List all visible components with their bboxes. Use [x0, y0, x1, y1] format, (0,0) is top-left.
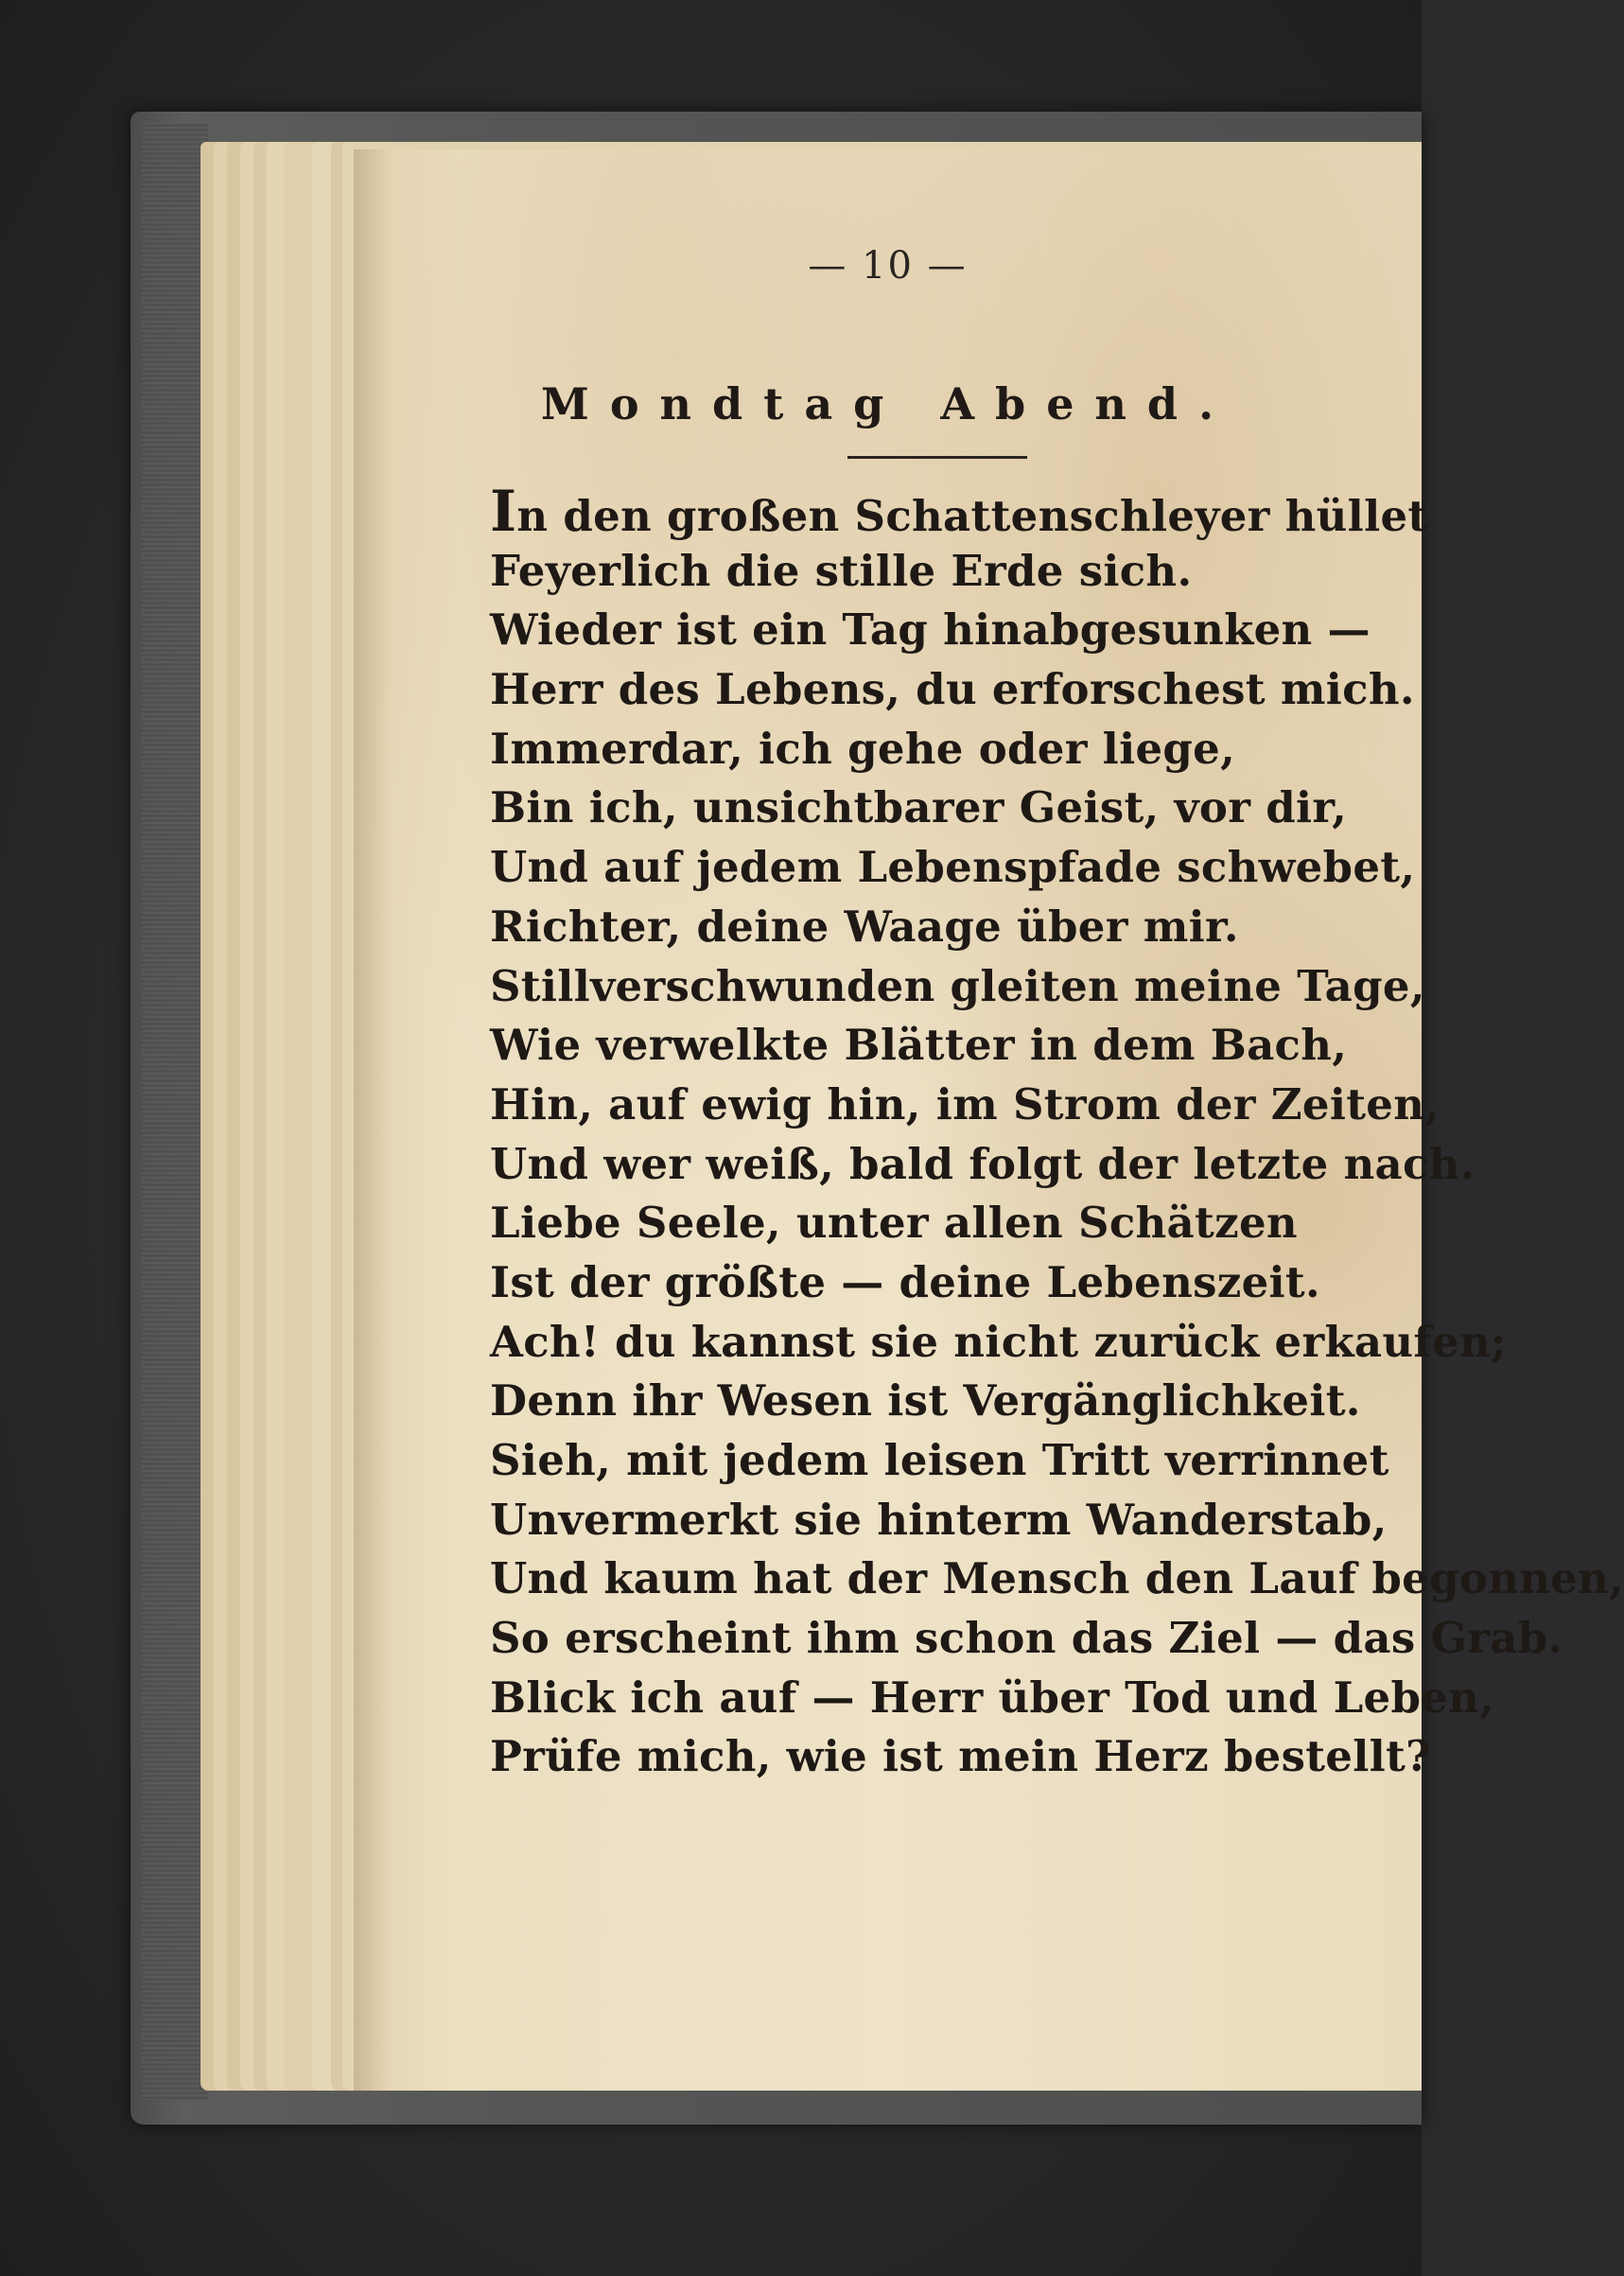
poem-line: Sieh, mit jedem leisen Tritt verrinnet — [490, 1435, 1389, 1485]
poem-line: Wieder ist ein Tag hinabgesunken — — [490, 604, 1371, 656]
poem-text — [490, 479, 1624, 1787]
poem-line: Unvermerkt sie hinterm Wanderstab, — [490, 1494, 1388, 1545]
cover-spine-texture — [142, 123, 208, 2100]
poem-line: Prüfe mich, wie ist mein Herz bestellt? — [490, 1731, 1431, 1782]
poem-line: Bin ich, unsichtbarer Geist, vor dir, — [490, 782, 1348, 833]
poem-line: Und auf jedem Lebenspfade schwebet, — [490, 842, 1416, 893]
gutter-shadow — [354, 149, 392, 2091]
poem-line: Liebe Seele, unter allen Schätzen — [490, 1198, 1298, 1249]
poem-line: Und wer weiß, bald folgt der letzte nach. — [490, 1138, 1476, 1189]
poem-line: Ach! du kannst sie nicht zurück erkaufen; — [490, 1316, 1507, 1367]
poem-line: Immerdar, ich gehe oder liege, — [490, 723, 1236, 774]
poem-line: Herr des Lebens, du erforschest mich. — [490, 664, 1415, 715]
poem-line: Stillverschwunden gleiten meine Tage, — [490, 960, 1425, 1011]
poem-line: So erscheint ihm schon das Ziel — das Grab. — [490, 1613, 1563, 1664]
poem-line: Wie verwelkte Blätter in dem Bach, — [490, 1020, 1348, 1071]
poem-heading: Mondtag Abend. — [540, 378, 1235, 429]
book-page — [354, 149, 1624, 2091]
heading-rule — [847, 456, 1027, 459]
poem-line: Denn ihr Wesen ist Vergänglichkeit. — [490, 1375, 1361, 1427]
poem-line: Feyerlich die stille Erde sich. — [490, 545, 1193, 596]
poem-line: In den großen Schattenschleyer hüllet — [490, 479, 1428, 545]
poem-line: Blick ich auf — Herr über Tod und Leben, — [490, 1672, 1495, 1723]
poem-line: Ist der größte — deine Lebenszeit. — [490, 1256, 1320, 1307]
poem-line: Hin, auf ewig hin, im Strom der Zeiten, — [490, 1078, 1441, 1129]
poem-line: Richter, deine Waage über mir. — [490, 901, 1239, 952]
poem-line: Und kaum hat der Mensch den Lauf begonnen, — [490, 1553, 1624, 1604]
page-number: — 10 — — [808, 244, 968, 288]
